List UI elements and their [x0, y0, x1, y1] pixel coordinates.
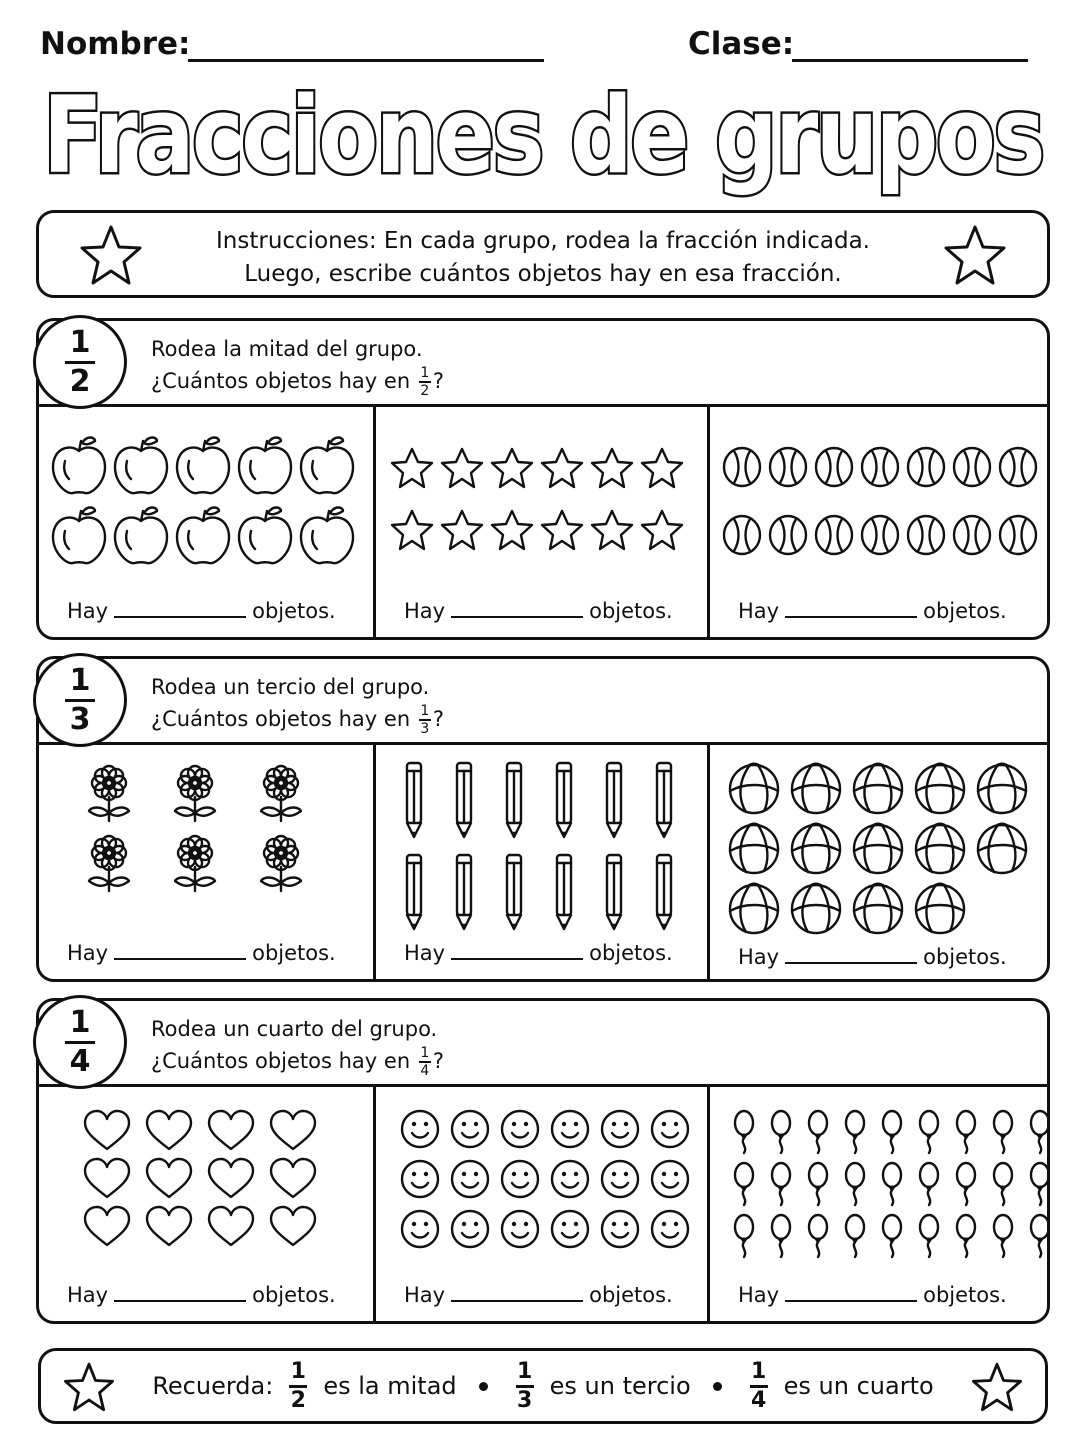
- section-prompt: Rodea la mitad del grupo.: [151, 337, 423, 361]
- star-grid: [392, 449, 682, 549]
- smiley-icon: [552, 1111, 588, 1147]
- reminder-text: es un tercio: [549, 1372, 691, 1400]
- reminder-text: es un cuarto: [783, 1372, 934, 1400]
- heart-grid: [85, 1111, 315, 1245]
- heart-icon: [147, 1207, 191, 1245]
- group-stars: [373, 407, 707, 637]
- pencil-icon: [657, 763, 671, 837]
- apple-icon: [239, 508, 291, 564]
- star-icon: [592, 511, 632, 549]
- smiley-icon: [402, 1111, 438, 1147]
- star-icon: [442, 449, 482, 487]
- group-apples: [39, 407, 373, 637]
- heart-icon: [85, 1159, 129, 1197]
- balloon-icon: [920, 1111, 938, 1153]
- pencil-icon: [607, 855, 621, 929]
- apple-icon: [301, 438, 353, 494]
- baseball-icon: [770, 448, 806, 486]
- smiley-icon: [552, 1211, 588, 1247]
- answer-line: Hay objetos.: [404, 941, 673, 965]
- smiley-icon: [402, 1211, 438, 1247]
- smiley-icon: [602, 1161, 638, 1197]
- reminder-box: [38, 1348, 1048, 1424]
- section-question: ¿Cuántos objetos hay en $\frac{1}{3}$ ?: [151, 703, 444, 737]
- baseball-icon: [862, 448, 898, 486]
- header: [40, 26, 1028, 66]
- answer-line: Hay objetos.: [67, 1283, 336, 1307]
- balloon-icon: [735, 1163, 753, 1205]
- apple-icon: [53, 438, 105, 494]
- heart-icon: [271, 1159, 315, 1197]
- answer-blank[interactable]: [114, 600, 246, 618]
- pencil-icon: [407, 855, 421, 929]
- beach-ball-grid: [730, 764, 1026, 933]
- apple-icon: [301, 508, 353, 564]
- fraction-badge: [33, 653, 127, 747]
- section-prompt: Rodea un tercio del grupo.: [151, 675, 430, 699]
- apple-icon: [53, 508, 105, 564]
- answer-line: Hay objetos.: [67, 599, 336, 623]
- answer-line: Hay objetos.: [738, 1283, 1007, 1307]
- pencil-icon: [657, 855, 671, 929]
- fraction-badge: [33, 995, 127, 1089]
- answer-blank[interactable]: [451, 1284, 583, 1302]
- beach-ball-icon: [792, 884, 840, 933]
- reminder-fraction: 1 2: [290, 1358, 306, 1413]
- smiley-icon: [502, 1161, 538, 1197]
- baseball-icon: [816, 516, 852, 554]
- section-question: ¿Cuántos objetos hay en $\frac{1}{2}$ ?: [151, 365, 444, 399]
- fraction-numerator: 1: [69, 662, 91, 698]
- baseball-icon: [816, 448, 852, 486]
- bullet: [713, 1382, 722, 1391]
- balloon-icon: [809, 1111, 827, 1153]
- balloon-icon: [846, 1163, 864, 1205]
- balloon-grid: [735, 1111, 1049, 1257]
- star-icon: [642, 511, 682, 549]
- beach-ball-icon: [916, 824, 964, 873]
- balloon-icon: [735, 1215, 753, 1257]
- fraction-denominator: 4: [69, 1043, 91, 1079]
- section-third: [36, 656, 1050, 982]
- pencil-icon: [507, 855, 521, 929]
- group-pencils: [373, 745, 707, 979]
- flower-icon: [261, 766, 301, 821]
- reminder-fraction: 1 4: [751, 1358, 767, 1413]
- reminder-label: Recuerda:: [152, 1372, 274, 1400]
- beach-ball-icon: [854, 764, 902, 813]
- beach-ball-icon: [978, 764, 1026, 813]
- group-baseballs: [707, 407, 1047, 637]
- heart-icon: [209, 1159, 253, 1197]
- beach-ball-icon: [978, 824, 1026, 873]
- smiley-icon: [652, 1211, 688, 1247]
- group-beach-balls: [707, 745, 1047, 979]
- balloon-icon: [957, 1215, 975, 1257]
- apple-icon: [115, 438, 167, 494]
- name-field[interactable]: [188, 59, 544, 62]
- heart-icon: [147, 1111, 191, 1149]
- balloon-icon: [957, 1163, 975, 1205]
- bullet: [479, 1382, 488, 1391]
- reminder-text: es la mitad: [323, 1372, 457, 1400]
- fraction-denominator: 2: [69, 363, 91, 399]
- balloon-icon: [883, 1215, 901, 1257]
- answer-line: Hay objetos.: [404, 1283, 673, 1307]
- star-icon: [971, 1361, 1023, 1413]
- section-half: [36, 318, 1050, 640]
- apple-icon: [177, 508, 229, 564]
- heart-icon: [209, 1207, 253, 1245]
- instructions-line-2: Luego, escribe cuántos objetos hay en esa fracción.: [244, 261, 842, 287]
- smiley-icon: [602, 1211, 638, 1247]
- balloon-icon: [772, 1163, 790, 1205]
- balloon-icon: [846, 1215, 864, 1257]
- baseball-icon: [954, 516, 990, 554]
- baseball-icon: [954, 448, 990, 486]
- smiley-grid: [402, 1111, 688, 1247]
- pencil-icon: [507, 763, 521, 837]
- beach-ball-icon: [916, 764, 964, 813]
- beach-ball-icon: [916, 884, 964, 933]
- reminder-fraction: 1 3: [516, 1358, 533, 1413]
- baseball-icon: [908, 516, 944, 554]
- balloon-icon: [957, 1111, 975, 1153]
- title-text: Fracciones de grupos: [43, 74, 1043, 197]
- flower-icon: [261, 836, 301, 891]
- star-icon: [943, 223, 1007, 287]
- star-icon: [592, 449, 632, 487]
- smiley-icon: [602, 1111, 638, 1147]
- baseball-grid: [724, 448, 1036, 554]
- answer-line: Hay objetos.: [404, 599, 673, 623]
- flower-grid: [89, 766, 301, 891]
- pencil-icon: [407, 763, 421, 837]
- answer-line: Hay objetos.: [738, 945, 1007, 969]
- pencil-icon: [557, 763, 571, 837]
- smiley-icon: [552, 1161, 588, 1197]
- baseball-icon: [1000, 448, 1036, 486]
- fraction-numerator: 1: [69, 1004, 91, 1040]
- group-smileys: [373, 1087, 707, 1321]
- heart-icon: [271, 1111, 315, 1149]
- star-icon: [542, 511, 582, 549]
- star-icon: [492, 511, 532, 549]
- group-flowers: [39, 745, 373, 979]
- star-icon: [392, 449, 432, 487]
- smiley-icon: [452, 1211, 488, 1247]
- answer-blank[interactable]: [785, 1284, 917, 1302]
- apple-icon: [177, 438, 229, 494]
- pencil-icon: [607, 763, 621, 837]
- smiley-icon: [652, 1111, 688, 1147]
- name-label: Nombre:: [40, 26, 191, 62]
- balloon-icon: [772, 1111, 790, 1153]
- fraction-numerator: 1: [69, 324, 91, 360]
- star-icon: [542, 449, 582, 487]
- apple-grid: [53, 438, 353, 564]
- fraction-badge: [33, 315, 127, 409]
- answer-blank[interactable]: [451, 600, 583, 618]
- balloon-icon: [994, 1215, 1012, 1257]
- baseball-icon: [862, 516, 898, 554]
- smiley-icon: [402, 1161, 438, 1197]
- smiley-icon: [652, 1161, 688, 1197]
- class-field[interactable]: [792, 59, 1028, 62]
- beach-ball-icon: [730, 884, 778, 933]
- baseball-icon: [770, 516, 806, 554]
- baseball-icon: [724, 516, 760, 554]
- star-icon: [442, 511, 482, 549]
- smiley-icon: [502, 1211, 538, 1247]
- answer-blank[interactable]: [785, 600, 917, 618]
- group-balloons: [707, 1087, 1047, 1321]
- beach-ball-icon: [792, 764, 840, 813]
- smiley-icon: [452, 1111, 488, 1147]
- flower-icon: [175, 836, 215, 891]
- heart-icon: [85, 1111, 129, 1149]
- smiley-icon: [452, 1161, 488, 1197]
- balloon-icon: [809, 1215, 827, 1257]
- fraction-denominator: 3: [69, 701, 91, 737]
- baseball-icon: [908, 448, 944, 486]
- balloon-icon: [883, 1111, 901, 1153]
- pencil-icon: [557, 855, 571, 929]
- flower-icon: [175, 766, 215, 821]
- page-title: [30, 68, 1056, 208]
- beach-ball-icon: [854, 824, 902, 873]
- heart-icon: [271, 1207, 315, 1245]
- answer-blank[interactable]: [114, 942, 246, 960]
- beach-ball-icon: [792, 824, 840, 873]
- balloon-icon: [735, 1111, 753, 1153]
- beach-ball-icon: [730, 824, 778, 873]
- class-label: Clase:: [688, 26, 795, 62]
- balloon-icon: [920, 1163, 938, 1205]
- balloon-icon: [1031, 1111, 1049, 1153]
- baseball-icon: [1000, 516, 1036, 554]
- section-prompt: Rodea un cuarto del grupo.: [151, 1017, 438, 1041]
- baseball-icon: [724, 448, 760, 486]
- answer-blank[interactable]: [114, 1284, 246, 1302]
- answer-blank[interactable]: [785, 946, 917, 964]
- heart-icon: [85, 1207, 129, 1245]
- beach-ball-icon: [730, 764, 778, 813]
- instructions-box: [36, 210, 1050, 298]
- apple-icon: [115, 508, 167, 564]
- heart-icon: [147, 1159, 191, 1197]
- apple-icon: [239, 438, 291, 494]
- flower-icon: [89, 836, 129, 891]
- pencil-icon: [457, 855, 471, 929]
- pencil-icon: [457, 763, 471, 837]
- balloon-icon: [994, 1163, 1012, 1205]
- star-icon: [392, 511, 432, 549]
- balloon-icon: [1031, 1215, 1049, 1257]
- beach-ball-icon: [854, 884, 902, 933]
- instructions-line-1: Instrucciones: En cada grupo, rodea la fracción indicada.: [216, 228, 870, 254]
- smiley-icon: [502, 1111, 538, 1147]
- section-question: ¿Cuántos objetos hay en $\frac{1}{4}$ ?: [151, 1045, 444, 1079]
- balloon-icon: [772, 1215, 790, 1257]
- balloon-icon: [1031, 1163, 1049, 1205]
- section-quarter: [36, 998, 1050, 1324]
- balloon-icon: [846, 1111, 864, 1153]
- group-hearts: [39, 1087, 373, 1321]
- answer-blank[interactable]: [451, 942, 583, 960]
- flower-icon: [89, 766, 129, 821]
- answer-line: Hay objetos.: [67, 941, 336, 965]
- heart-icon: [209, 1111, 253, 1149]
- star-icon: [642, 449, 682, 487]
- answer-line: Hay objetos.: [738, 599, 1007, 623]
- balloon-icon: [809, 1163, 827, 1205]
- balloon-icon: [994, 1111, 1012, 1153]
- balloon-icon: [920, 1215, 938, 1257]
- pencil-grid: [407, 763, 671, 929]
- balloon-icon: [883, 1163, 901, 1205]
- star-icon: [79, 223, 143, 287]
- star-icon: [492, 449, 532, 487]
